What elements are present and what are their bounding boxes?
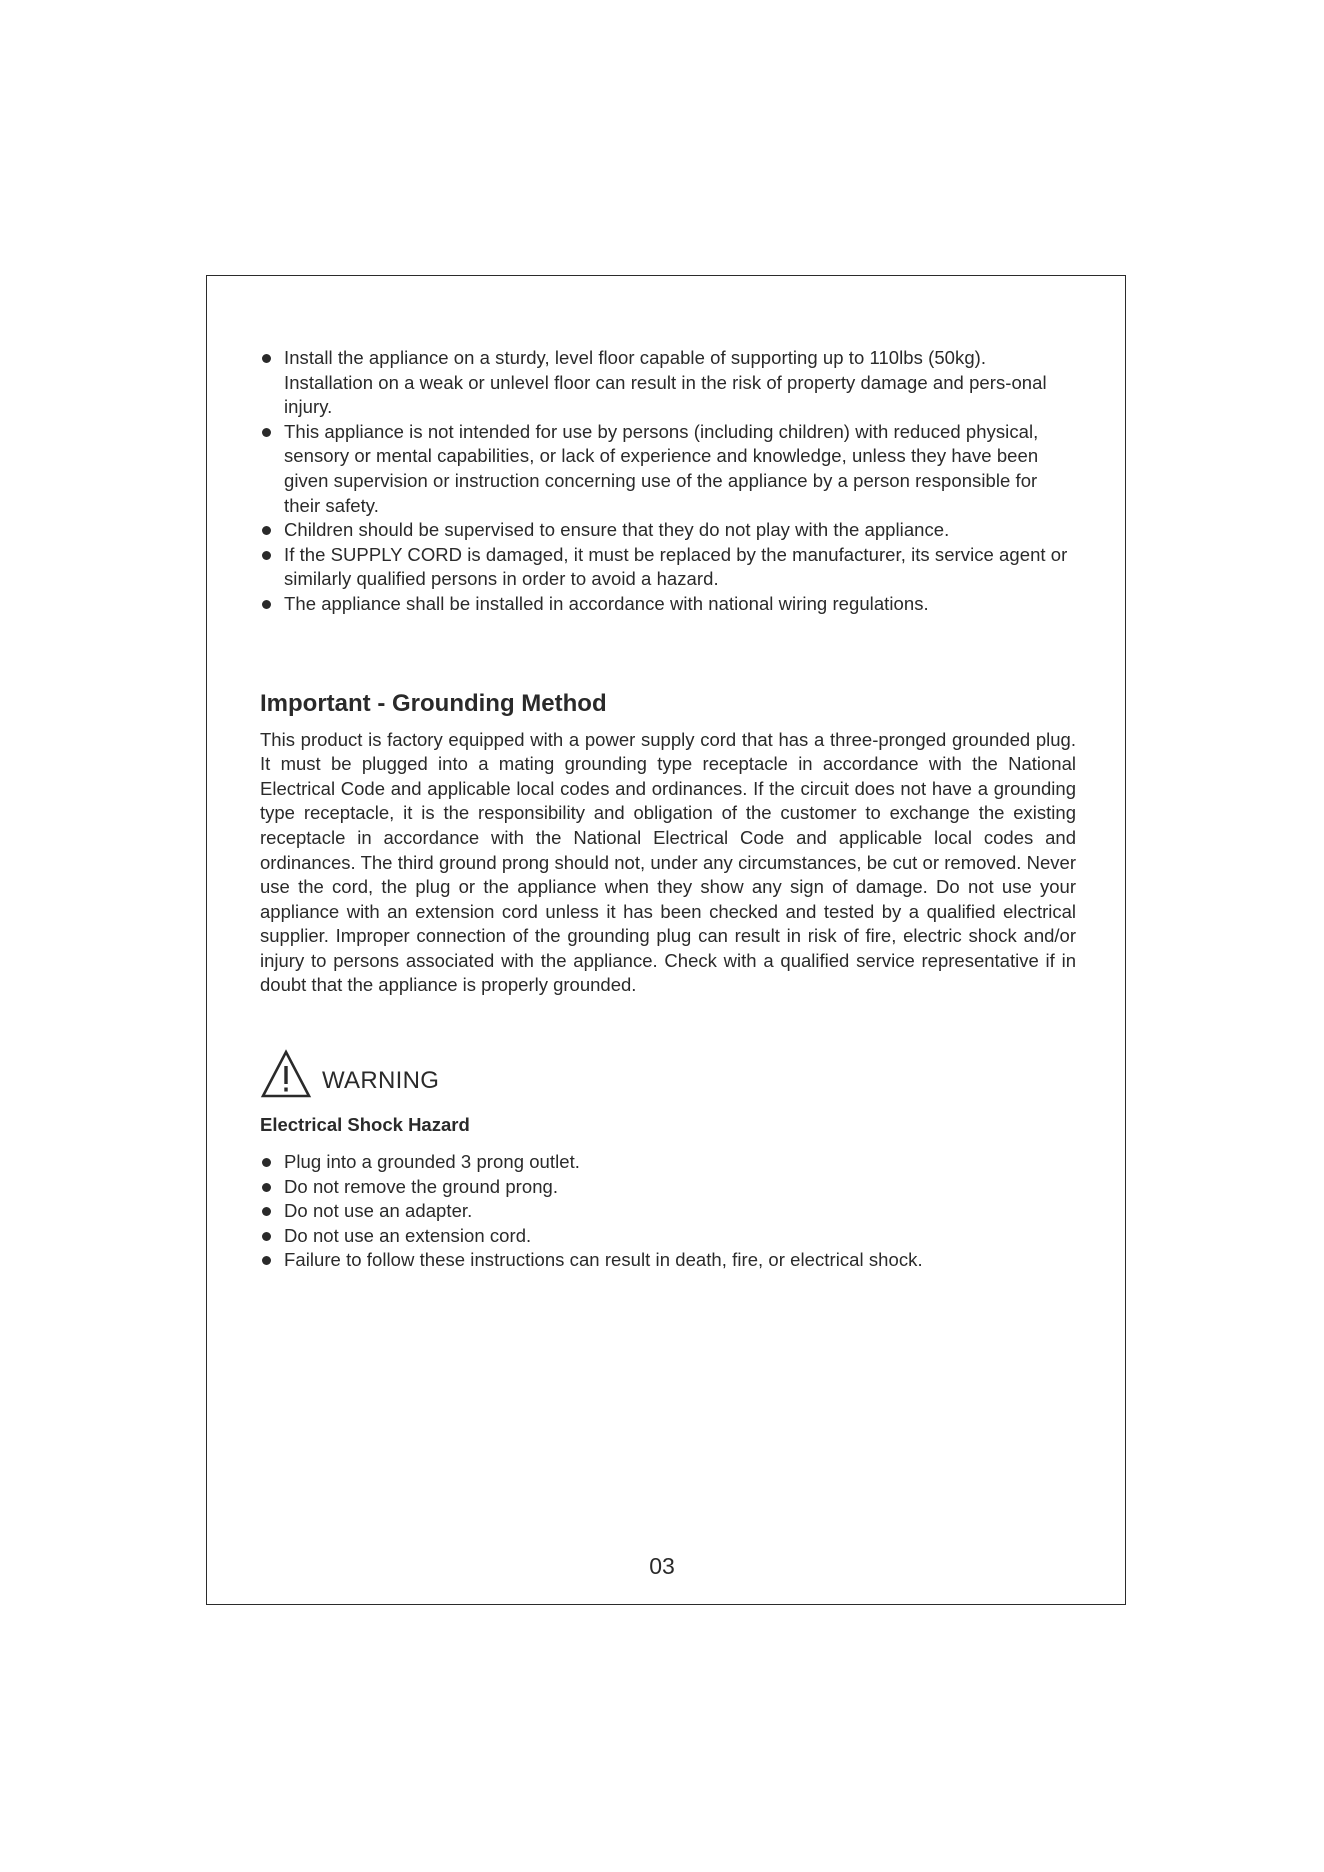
- warning-bullet-item: Do not use an adapter.: [260, 1199, 1076, 1224]
- safety-bullet-item: Install the appliance on a sturdy, level floor capable of supporting up to 110lbs (50kg). Installation on a weak or unlevel floor can result in the risk of property damage and pers-onal injury.: [260, 346, 1076, 420]
- page-number: 03: [649, 1553, 675, 1579]
- safety-bullet-list: [260, 346, 1076, 617]
- warning-header: [260, 1047, 1076, 1099]
- grounding-section-title: Important - Grounding Method: [260, 689, 607, 717]
- safety-bullet-item: This appliance is not intended for use by persons (including children) with reduced physical, sensory or mental capabilities, or lack of experience and knowledge, unless they have been given supervision or instruction concerning use of the appliance by a person responsible for their safety.: [260, 420, 1076, 518]
- page-content: [260, 346, 1076, 1273]
- warning-subtitle: Electrical Shock Hazard: [260, 1114, 470, 1136]
- safety-bullet-item: The appliance shall be installed in accordance with national wiring regulations.: [260, 592, 1076, 617]
- warning-bullet-list: [260, 1150, 1076, 1273]
- warning-bullet-item: Plug into a grounded 3 prong outlet.: [260, 1150, 1076, 1175]
- safety-bullet-item: Children should be supervised to ensure that they do not play with the appliance.: [260, 518, 1076, 543]
- warning-bullet-item: Do not use an extension cord.: [260, 1224, 1076, 1249]
- warning-title: WARNING: [322, 1067, 440, 1095]
- warning-triangle-icon: [260, 1049, 312, 1099]
- warning-bullet-item: Do not remove the ground prong.: [260, 1175, 1076, 1200]
- warning-bullet-item: Failure to follow these instructions can result in death, fire, or electrical shock.: [260, 1248, 1076, 1273]
- grounding-paragraph: This product is factory equipped with a power supply cord that has a three-pronged grounded plug. It must be plugged into a mating grounding type receptacle in accordance with the National Electrical Code and applicable local codes and ordinances. If the circuit does not have a grounding type receptacle, it is the responsibility and obligation of the customer to exchange the existing receptacle in accordance with the National Electrical Code and applicable local codes and ordinances. The third ground prong should not, under any circumstances, be cut or removed. Never use the cord, the plug or the appliance when they show any sign of damage. Do not use your appliance with an extension cord unless it has been checked and tested by a qualified electrical supplier. Improper connection of the grounding plug can result in risk of fire, electric shock and/or injury to persons associated with the appliance. Check with a qualified service representative if in doubt that the appliance is properly grounded.: [260, 728, 1076, 996]
- safety-bullet-item: If the SUPPLY CORD is damaged, it must be replaced by the manufacturer, its service agent or similarly qualified persons in order to avoid a hazard.: [260, 543, 1076, 592]
